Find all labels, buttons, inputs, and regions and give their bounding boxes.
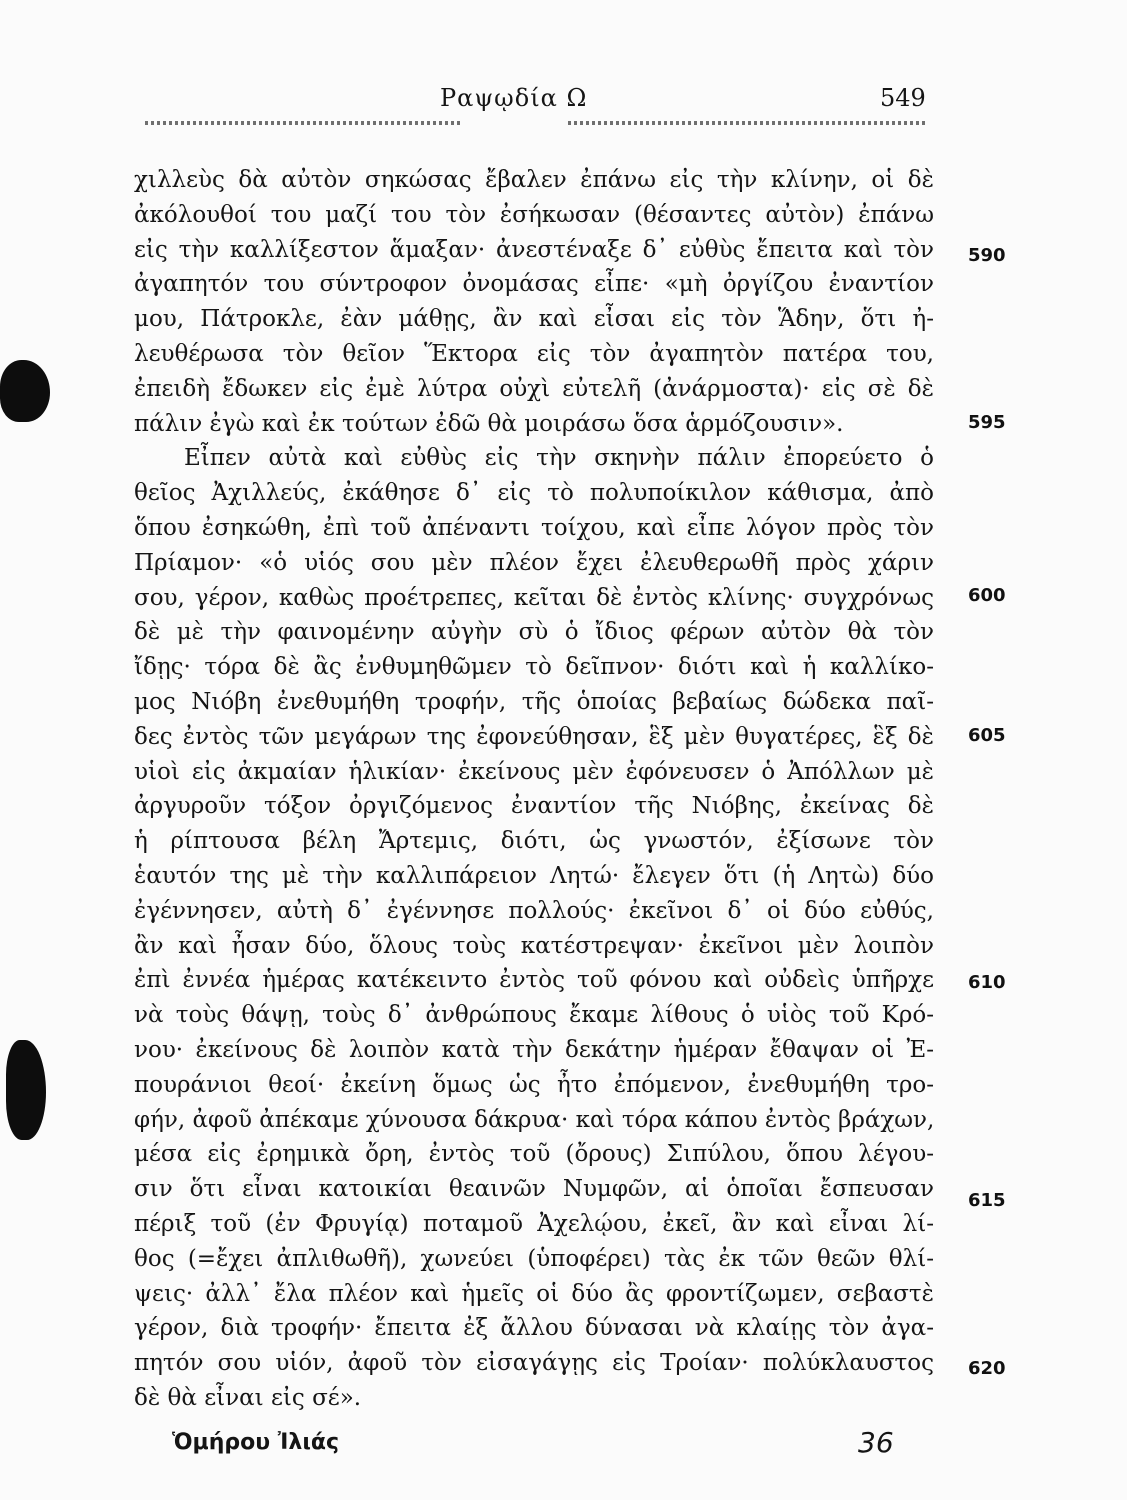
text-line: θος (=ἔχει ἀπλιθωθῆ), χωνεύει (ὑποφέρει) τὰς ἐκ τῶν θεῶν θλί- (134, 1245, 934, 1272)
text-line: σου, γέρον, καθὼς προέτρεπες, κεῖται δὲ ἐντὸς κλίνης· συγχρόνως (134, 584, 934, 611)
text-line: γέρον, διὰ τροφήν· ἔπειτα ἐξ ἄλλου δύνασαι νὰ κλαίῃς τὸν ἀγα- (134, 1315, 934, 1342)
footer-book-title: Ὁμήρου Ἰλιάς (172, 1430, 340, 1455)
text-line: ἀκόλουθοί του μαζί του τὸν ἐσήκωσαν (θέσαντες αὐτὸν) ἐπάνω (134, 201, 934, 228)
text-line: ἡ ρίπτουσα βέλη Ἄρτεμις, διότι, ὡς γνωστόν, ἐξίσωνε τὸν (134, 828, 934, 855)
line-number-marker: 615 (968, 1190, 1006, 1211)
text-line: εἰς τὴν καλλίξεστον ἅμαξαν· ἀνεστέναξε δ᾽ εὐθὺς ἔπειτα καὶ τὸν (134, 236, 934, 263)
text-line: μέσα εἰς ἐρημικὰ ὄρη, ἐντὸς τοῦ (ὄρους) Σιπύλου, ὅπου λέγου- (134, 1141, 934, 1168)
footer-folio-number: 36 (858, 1426, 894, 1459)
text-line: ἂν καὶ ἦσαν δύο, ὅλους τοὺς κατέστρεψαν· ἐκεῖνοι μὲν λοιπὸν (134, 932, 934, 959)
text-line: ψεις· ἀλλ᾽ ἔλα πλέον καὶ ἡμεῖς οἱ δύο ἂς φροντίζωμεν, σεβαστὲ (134, 1280, 934, 1307)
text-line: χιλλεὺς δὰ αὐτὸν σηκώσας ἔβαλεν ἐπάνω εἰς τὴν κλίνην, οἱ δὲ (134, 167, 934, 193)
text-line: πέριξ τοῦ (ἐν Φρυγίᾳ) ποταμοῦ Ἀχελῴου, ἐκεῖ, ἂν καὶ εἶναι λί- (134, 1210, 934, 1237)
text-line: ὅπου ἐσηκώθη, ἐπὶ τοῦ ἀπέναντι τοίχου, καὶ εἶπε λόγον πρὸς τὸν (134, 514, 934, 541)
page-number: 549 (880, 84, 926, 112)
line-number-marker: 605 (968, 725, 1006, 746)
text-line: υἱοὶ εἰς ἀκμαίαν ἡλικίαν· ἐκείνους μὲν ἐφόνευσεν ὁ Ἀπόλλων μὲ (134, 758, 934, 785)
text-line: Εἶπεν αὐτὰ καὶ εὐθὺς εἰς τὴν σκηνὴν πάλιν ἐπορεύετο ὁ (184, 445, 934, 472)
text-line: πητόν σου υἱόν, ἀφοῦ τὸν εἰσαγάγῃς εἰς Τροίαν· πολύκλαυστος (134, 1350, 934, 1377)
body-text (134, 163, 934, 1416)
text-line: πουράνιοι θεοί· ἐκείνη ὅμως ὡς ἦτο ἐπόμενον, ἐνεθυμήθη τρο- (134, 1071, 934, 1098)
line-number-marker: 620 (968, 1358, 1006, 1379)
text-line: ἐπὶ ἐννέα ἡμέρας κατέκειντο ἐντὸς τοῦ φόνου καὶ οὐδεὶς ὑπῆρχε (134, 967, 934, 994)
text-line: θεῖος Ἀχιλλεύς, ἐκάθησε δ᾽ εἰς τὸ πολυποίκιλον κάθισμα, ἀπὸ (134, 480, 934, 507)
text-line: λευθέρωσα τὸν θεῖον Ἕκτορα εἰς τὸν ἀγαπητὸν πατέρα του, (134, 340, 934, 367)
header-ornament-left (145, 121, 460, 125)
text-line: μος Νιόβη ἐνεθυμήθη τροφήν, τῆς ὁποίας βεβαίως δώδεκα παῖ- (134, 688, 934, 715)
running-header (0, 84, 1127, 114)
header-ornament-right (568, 121, 928, 125)
ink-stain (0, 360, 50, 422)
text-line: πάλιν ἐγὼ καὶ ἐκ τούτων ἐδῶ θὰ μοιράσω ὅσα ἁρμόζουσιν». (134, 410, 844, 437)
text-line: ἀργυροῦν τόξον ὀργιζόμενος ἐναντίον τῆς Νιόβης, ἐκείνας δὲ (134, 793, 934, 820)
line-number-marker: 610 (968, 972, 1006, 993)
text-line: νου· ἐκείνους δὲ λοιπὸν κατὰ τὴν δεκάτην ἡμέραν ἔθαψαν οἱ Ἐ- (134, 1036, 934, 1063)
line-number-marker: 590 (968, 245, 1006, 266)
text-line: μου, Πάτροκλε, ἐὰν μάθῃς, ἂν καὶ εἶσαι εἰς τὸν Ἅδην, ὅτι ἠ- (134, 306, 934, 333)
line-number-marker: 595 (968, 412, 1006, 433)
text-line: ἑαυτόν της μὲ τὴν καλλιπάρειον Λητώ· ἔλεγεν ὅτι (ἡ Λητὼ) δύο (134, 862, 934, 889)
text-line: δες ἐντὸς τῶν μεγάρων της ἐφονεύθησαν, ἓξ μὲν θυγατέρες, ἓξ δὲ (134, 723, 934, 750)
text-line: ἀγαπητόν του σύντροφον ὀνομάσας εἶπε· «μὴ ὀργίζου ἐναντίον (134, 271, 934, 298)
text-line: Πρίαμον· «ὁ υἱός σου μὲν πλέον ἔχει ἐλευθερωθῆ πρὸς χάριν (134, 549, 934, 576)
text-line: ἐπειδὴ ἔδωκεν εἰς ἐμὲ λύτρα οὐχὶ εὐτελῆ (ἀνάρμοστα)· εἰς σὲ δὲ (134, 375, 934, 402)
text-line: νὰ τοὺς θάψῃ, τοὺς δ᾽ ἀνθρώπους ἔκαμε λίθους ὁ υἱὸς τοῦ Κρό- (134, 1002, 934, 1029)
text-line: φήν, ἀφοῦ ἀπέκαμε χύνουσα δάκρυα· καὶ τόρα κάπου ἐντὸς βράχων, (134, 1106, 935, 1133)
page-header-title: Ραψῳδία Ω (440, 84, 588, 112)
text-line: ἴδῃς· τόρα δὲ ἂς ἐνθυμηθῶμεν τὸ δεῖπνον· διότι καὶ ἡ καλλίκο- (134, 654, 934, 681)
line-number-marker: 600 (968, 585, 1006, 606)
ink-stain (6, 1040, 46, 1140)
text-line: δὲ μὲ τὴν φαινομένην αὐγὴν σὺ ὁ ἴδιος φέρων αὐτὸν θὰ τὸν (134, 619, 934, 646)
text-line: ἐγέννησεν, αὐτὴ δ᾽ ἐγέννησε πολλούς· ἐκεῖνοι δ᾽ οἱ δύο εὐθύς, (134, 897, 934, 924)
text-line: δὲ θὰ εἶναι εἰς σέ». (134, 1384, 362, 1411)
text-line: σιν ὅτι εἶναι κατοικίαι θεαινῶν Νυμφῶν, αἱ ὁποῖαι ἔσπευσαν (134, 1176, 934, 1203)
